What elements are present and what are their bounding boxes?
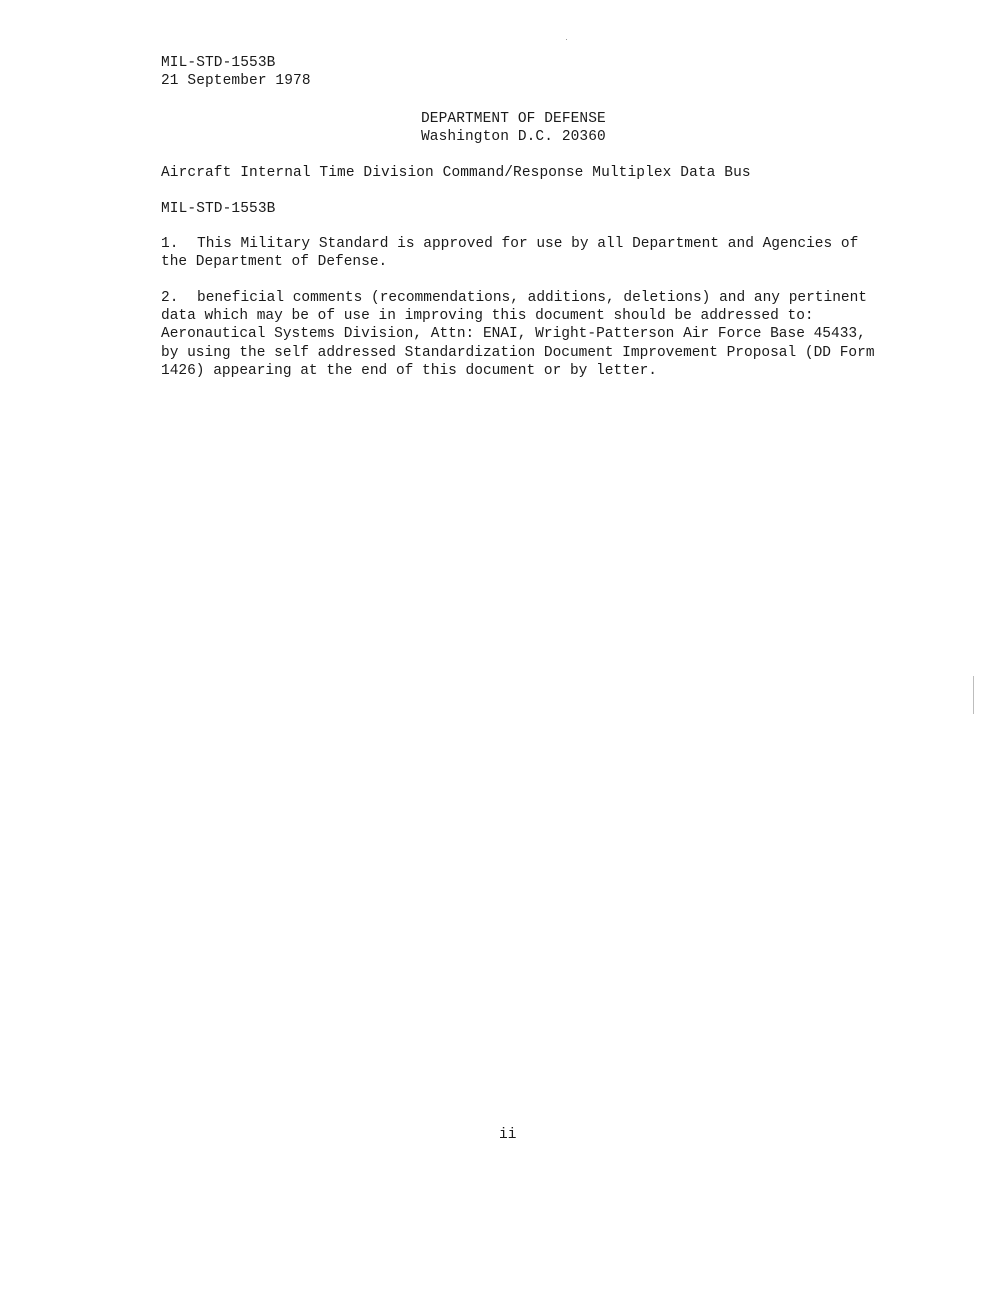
document-designation: MIL-STD-1553B (161, 201, 276, 217)
scan-edge-mark (973, 676, 974, 714)
paragraph-1-text: This Military Standard is approved for use by all Department and Agencies of the Department of Defense. (161, 236, 859, 271)
page-number: ii (499, 1127, 517, 1143)
issuing-department: DEPARTMENT OF DEFENSE (421, 111, 606, 127)
document-title: Aircraft Internal Time Division Command/Response Multiplex Data Bus (161, 165, 751, 181)
document-date: 21 September 1978 (161, 73, 311, 89)
issuing-location: Washington D.C. 20360 (421, 129, 606, 145)
document-id: MIL-STD-1553B (161, 55, 276, 71)
paragraph-2 (161, 289, 881, 380)
paragraph-1 (161, 235, 881, 271)
paragraph-2-text: beneficial comments (recommendations, additions, deletions) and any pertinent data which may be of use in improving this document should be addressed to: Aeronautical Systems Division, Attn: ENAI, Wright-Patterson Air Force Base 45433, by using the self addressed Standardization Document Improvement Proposal (DD Form 1426) appearing at the end of this document or by letter. (161, 290, 875, 379)
paragraph-2-number: 2. (161, 290, 179, 306)
paragraph-1-number: 1. (161, 236, 179, 252)
scan-speck (566, 39, 567, 40)
